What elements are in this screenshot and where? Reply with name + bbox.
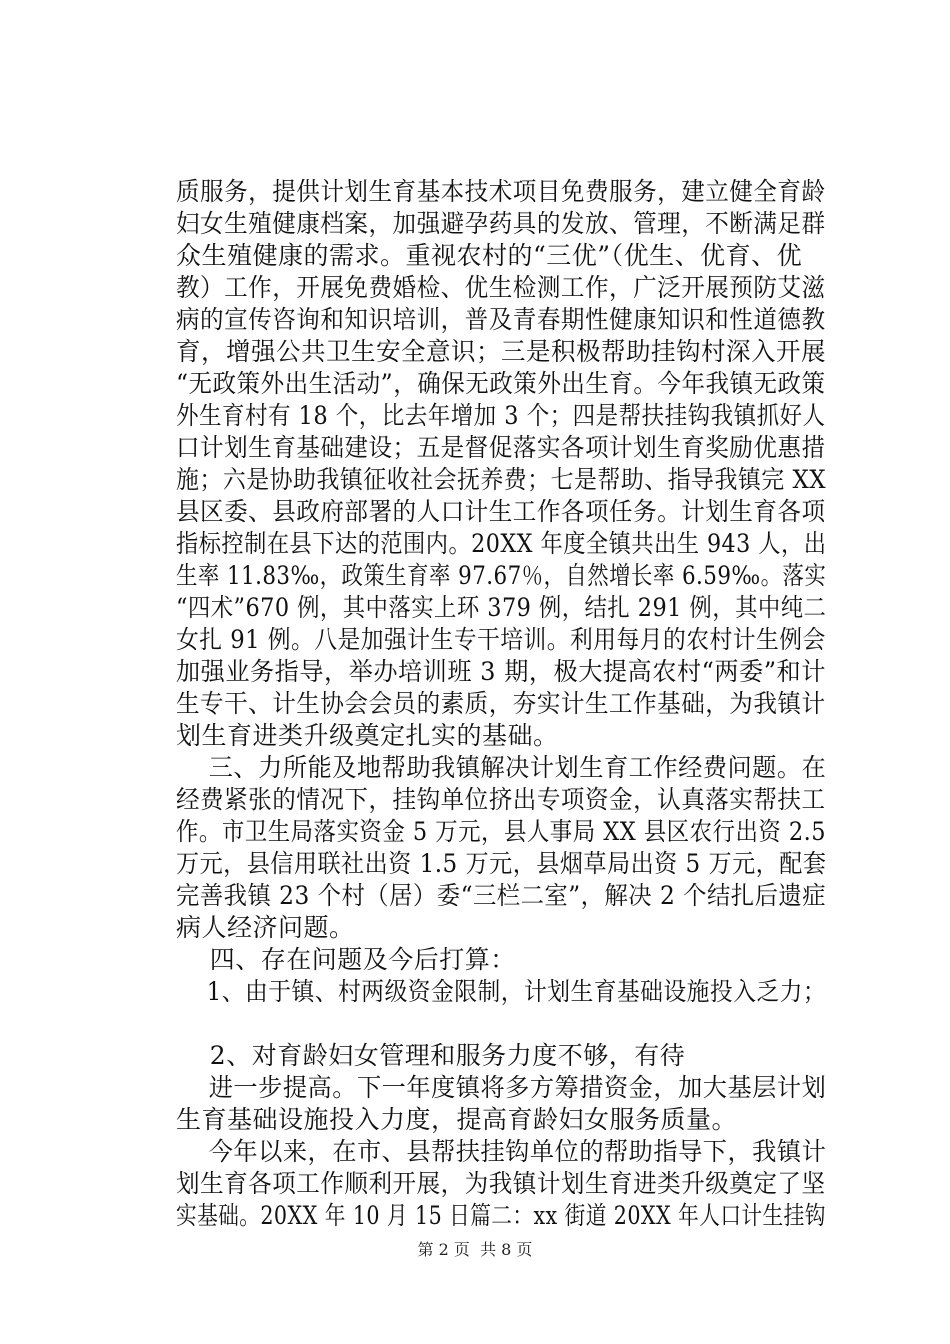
body-line: 外生育村有 18 个，比去年增加 3 个；四是帮扶挂钩我镇抓好人 (176, 401, 826, 430)
body-line: 质服务，提供计划生育基本技术项目免费服务，建立健全育龄 (176, 177, 826, 206)
body-line: 经费紧张的情况下，挂钩单位挤出专项资金，认真落实帮扶工 (176, 785, 826, 814)
body-line: 加强业务指导，举办培训班 3 期，极大提高农村“两委”和计 (176, 657, 826, 686)
body-line: 万元，县信用联社出资 1.5 万元，县烟草局出资 5 万元，配套 (176, 849, 827, 878)
body-line: 女扎 91 例。八是加强计生专干培训。利用每月的农村计生例会 (176, 625, 826, 654)
body-line: 三、力所能及地帮助我镇解决计划生育工作经费问题。在 (176, 753, 827, 782)
body-line: 进一步提高。下一年度镇将多方筹措资金，加大基层计划 (176, 1073, 827, 1102)
body-line: 县区委、县政府部署的人口计生工作各项任务。计划生育各项 (176, 497, 826, 526)
page-number-footer: 第 2 页 共 8 页 (417, 1240, 533, 1259)
body-line: 1、由于镇、村两级资金限制，计划生育基础设施投入乏力； (176, 977, 827, 1006)
body-line: 2、对育龄妇女管理和服务力度不够，有待 (176, 1041, 686, 1070)
body-line: 指标控制在县下达的范围内。20XX 年度全镇共出生 943 人，出 (176, 529, 827, 558)
body-line: 病人经济问题。 (176, 913, 355, 942)
body-line: 众生殖健康的需求。重视农村的“三优”（优生、优育、优 (176, 241, 803, 270)
body-line: 生率 11.83‰，政策生育率 97.67％，自然增长率 6.59‰。落实 (176, 561, 827, 590)
body-line: 划生育进类升级奠定扎实的基础。 (176, 721, 559, 750)
body-line: 教）工作，开展免费婚检、优生检测工作，广泛开展预防艾滋 (176, 273, 826, 302)
body-line: “四术”670 例，其中落实上环 379 例，结扎 291 例，其中纯二 (176, 593, 827, 622)
body-line: “无政策外出生活动”，确保无政策外出生育。今年我镇无政策 (176, 369, 826, 398)
body-line: 作。市卫生局落实资金 5 万元，县人事局 XX 县区农行出资 2.5 (176, 817, 826, 846)
body-line: 妇女生殖健康档案，加强避孕药具的发放、管理，不断满足群 (176, 209, 826, 238)
body-line: 施；六是协助我镇征收社会抚养费；七是帮助、指导我镇完 XX (176, 465, 827, 494)
body-line: 生育基础设施投入力度，提高育龄妇女服务质量。 (176, 1105, 738, 1134)
body-line: 划生育各项工作顺利开展，为我镇计划生育进类升级奠定了坚 (176, 1169, 826, 1198)
body-line: 育，增强公共卫生安全意识；三是积极帮助挂钩村深入开展 (176, 337, 827, 366)
body-line: 实基础。20XX 年 10 月 15 日篇二：xx 街道 20XX 年人口计生挂钩 (176, 1201, 826, 1230)
body-line: 生专干、计生协会会员的素质，夯实计生工作基础，为我镇计 (176, 689, 826, 718)
body-line: 完善我镇 23 个村（居）委“三栏二室”，解决 2 个结扎后遗症 (176, 881, 827, 910)
body-line: 今年以来，在市、县帮扶挂钩单位的帮助指导下，我镇计 (176, 1137, 827, 1166)
body-line: 四、存在问题及今后打算： (176, 945, 516, 974)
body-line: 病的宣传咨询和知识培训，普及青春期性健康知识和性道德教 (176, 305, 826, 334)
body-line: 口计划生育基础建设；五是督促落实各项计划生育奖励优惠措 (176, 433, 826, 462)
